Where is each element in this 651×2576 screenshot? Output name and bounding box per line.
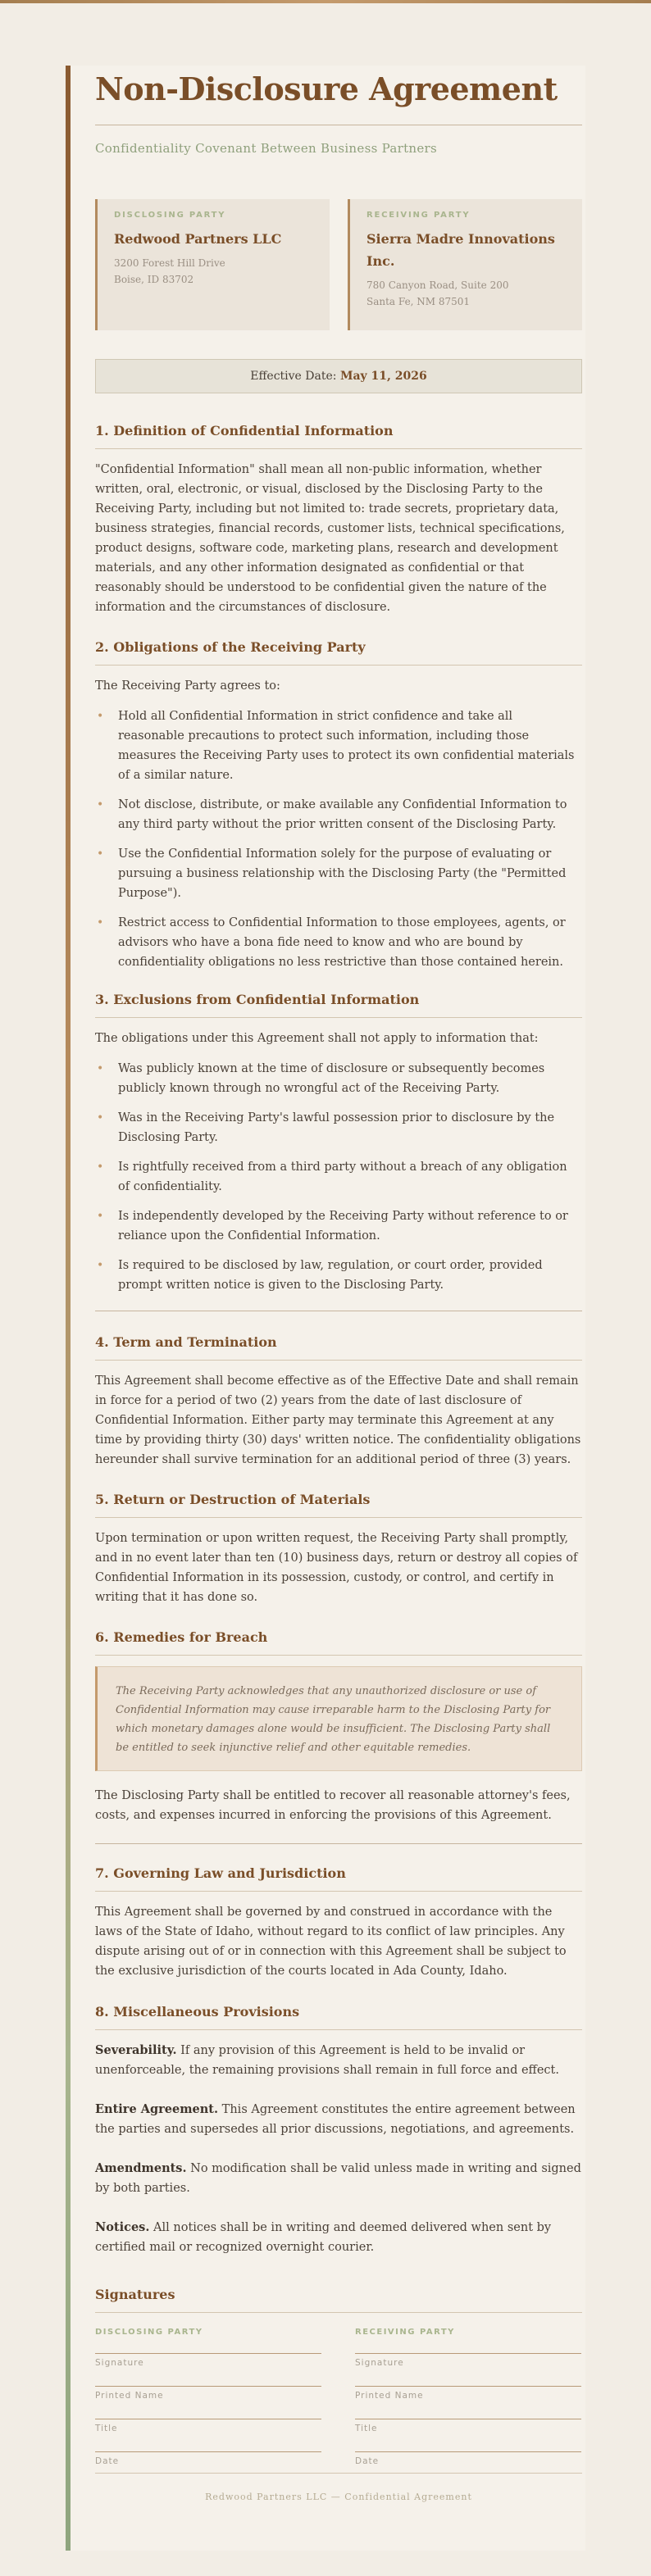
list-item-text: Use the Confidential Information solely for the purpose of evaluating or pursuing a business relationship with the Disclosing Party (the "Permitted Purpose"). bbox=[118, 847, 567, 900]
date-caption: Date bbox=[355, 2456, 380, 2466]
receiving-party-card bbox=[348, 199, 582, 330]
effective-date-value: May 11, 2026 bbox=[339, 370, 427, 383]
list-item bbox=[95, 1206, 582, 1246]
section-divider bbox=[95, 1843, 582, 1844]
list-item bbox=[95, 795, 582, 834]
bullet-icon: • bbox=[97, 1210, 104, 1223]
section-2-title: 2. Obligations of the Receiving Party bbox=[95, 639, 366, 655]
bullet-icon: • bbox=[97, 847, 104, 861]
bullet-icon: • bbox=[97, 1111, 104, 1124]
section-1-title: 1. Definition of Confidential Information bbox=[95, 423, 394, 438]
list-item-text: Was publicly known at the time of disclosure or subsequently becomes publicly known through no wrongful act of the Receiving Party. bbox=[118, 1062, 545, 1095]
list-item bbox=[95, 1157, 582, 1197]
section-rule bbox=[95, 1017, 582, 1018]
obligations-list bbox=[95, 706, 582, 982]
bullet-icon: • bbox=[97, 710, 104, 723]
list-item-text: Is rightfully received from a third party without a breach of any obligation of confidentiality. bbox=[118, 1161, 567, 1193]
date-line[interactable] bbox=[355, 2451, 581, 2452]
section-7-body: This Agreement shall be governed by and construed in accordance with the laws of the State of Idaho, without regard to its conflict of law principles. Any dispute arising out of or in connection with this Agreement shall be subject to the exclusive jurisdiction of the courts located in Ada County, Idaho. bbox=[95, 1906, 567, 1978]
list-item-text: Restrict access to Confidential Information to those employees, agents, or advisors who have a bona fide need to know and who are bound by confidentiality obligations no less restrictive than those contained herein. bbox=[118, 916, 566, 969]
document-subtitle: Confidentiality Covenant Between Business Partners bbox=[95, 141, 438, 156]
receiving-party-name: Sierra Madre Innovations Inc. bbox=[366, 231, 555, 269]
section-3-intro: The obligations under this Agreement shall not apply to information that: bbox=[95, 1032, 539, 1045]
effective-date-box bbox=[95, 359, 582, 393]
date-caption: Date bbox=[95, 2456, 120, 2466]
misc-text: This Agreement constitutes the entire agreement between the parties and supersedes all prior discussions, negotiations, and agreements. bbox=[95, 2103, 576, 2136]
address-line: 3200 Forest Hill Drive bbox=[114, 257, 225, 269]
section-7-title: 7. Governing Law and Jurisdiction bbox=[95, 1865, 346, 1881]
bullet-icon: • bbox=[97, 916, 104, 929]
section-rule bbox=[95, 1655, 582, 1656]
bullet-icon: • bbox=[97, 1062, 104, 1075]
bullet-icon: • bbox=[97, 1161, 104, 1174]
signatures-heading: Signatures bbox=[95, 2287, 175, 2302]
misc-provision bbox=[95, 2100, 582, 2139]
remedies-callout: The Receiving Party acknowledges that any unauthorized disclosure or use of Confidential Information may cause irreparable harm to the Disclosing Party for which monetary damages alone would be insufficient. The Disclosing Party shall be entitled to seek injunctive relief and other equitable remedies. bbox=[95, 1666, 582, 1771]
list-item-text: Not disclose, distribute, or make available any Confidential Information to any third party without the prior written consent of the Disclosing Party. bbox=[118, 798, 567, 831]
list-item bbox=[95, 1059, 582, 1098]
misc-term: Entire Agreement. bbox=[95, 2102, 219, 2116]
section-2-intro: The Receiving Party agrees to: bbox=[95, 679, 280, 693]
printed-name-caption: Printed Name bbox=[95, 2391, 164, 2401]
section-6-body: The Disclosing Party shall be entitled to recover all reasonable attorney's fees, costs, and expenses incurred in enforcing the provisions of this Agreement. bbox=[95, 1789, 571, 1822]
title-caption: Title bbox=[95, 2424, 118, 2433]
misc-text: If any provision of this Agreement is held to be invalid or unenforceable, the remaining provisions shall remain in full force and effect. bbox=[95, 2044, 559, 2077]
signature-line[interactable] bbox=[95, 2353, 321, 2354]
receiving-party-label: RECEIVING PARTY bbox=[366, 211, 471, 220]
misc-text: No modification shall be valid unless made in writing and signed by both parties. bbox=[95, 2162, 581, 2195]
signature-block-label: RECEIVING PARTY bbox=[355, 2328, 455, 2337]
section-4-title: 4. Term and Termination bbox=[95, 1334, 277, 1350]
misc-term: Severability. bbox=[95, 2043, 177, 2057]
printed-name-line[interactable] bbox=[95, 2386, 321, 2387]
section-3-title: 3. Exclusions from Confidential Information bbox=[95, 992, 420, 1007]
list-item bbox=[95, 913, 582, 972]
section-8-title: 8. Miscellaneous Provisions bbox=[95, 2004, 300, 2019]
footer-divider bbox=[95, 2473, 582, 2474]
effective-date-label: Effective Date: bbox=[250, 370, 337, 383]
disclosing-party-name: Redwood Partners LLC bbox=[114, 231, 282, 247]
document-page bbox=[66, 66, 585, 2551]
misc-term: Amendments. bbox=[95, 2161, 187, 2175]
signature-field-caption: Signature bbox=[95, 2358, 144, 2368]
exclusions-list bbox=[95, 1059, 582, 1305]
list-item bbox=[95, 706, 582, 785]
receiving-signature-block bbox=[355, 2328, 581, 2466]
section-rule bbox=[95, 665, 582, 666]
signature-block-label: DISCLOSING PARTY bbox=[95, 2328, 203, 2337]
list-item-text: Hold all Confidential Information in strict confidence and take all reasonable precautions to protect such information, including those measures the Receiving Party uses to protect its own confidential materials of a similar nature. bbox=[118, 710, 575, 782]
section-5-title: 5. Return or Destruction of Materials bbox=[95, 1492, 371, 1507]
misc-term: Notices. bbox=[95, 2220, 150, 2234]
date-line[interactable] bbox=[95, 2451, 321, 2452]
left-accent-bar bbox=[66, 66, 71, 2551]
misc-provision bbox=[95, 2218, 582, 2257]
printed-name-line[interactable] bbox=[355, 2386, 581, 2387]
signature-line[interactable] bbox=[355, 2353, 581, 2354]
disclosing-party-label: DISCLOSING PARTY bbox=[114, 211, 226, 220]
signature-field-caption: Signature bbox=[355, 2358, 404, 2368]
list-item bbox=[95, 844, 582, 903]
bullet-icon: • bbox=[97, 798, 104, 811]
list-item-text: Is required to be disclosed by law, regulation, or court order, provided prompt written notice is given to the Disclosing Party. bbox=[118, 1259, 543, 1292]
list-item bbox=[95, 1108, 582, 1147]
misc-text: All notices shall be in writing and deemed delivered when sent by certified mail or recognized overnight courier. bbox=[95, 2221, 552, 2254]
misc-provision bbox=[95, 2041, 582, 2080]
misc-provision bbox=[95, 2159, 582, 2198]
section-rule bbox=[95, 448, 582, 449]
disclosing-party-address bbox=[114, 255, 313, 288]
address-line: Boise, ID 83702 bbox=[114, 274, 194, 285]
section-rule bbox=[95, 1517, 582, 1518]
section-rule bbox=[95, 1891, 582, 1892]
section-rule bbox=[95, 2029, 582, 2030]
title-caption: Title bbox=[355, 2424, 378, 2433]
receiving-party-address bbox=[366, 277, 566, 310]
section-4-body: This Agreement shall become effective as of the Effective Date and shall remain in force for a period of two (2) years from the date of last disclosure of Confidential Information. Either party may terminate this Agreement at any time by providing thirty (30) days' written notice. The confidentiality obligations hereunder shall survive termination for an additional period of three (3) years. bbox=[95, 1374, 581, 1466]
document-footer: Redwood Partners LLC — Confidential Agreement bbox=[205, 2492, 472, 2502]
document-title: Non-Disclosure Agreement bbox=[95, 70, 558, 107]
disclosing-signature-block bbox=[95, 2328, 321, 2466]
section-1-body: "Confidential Information" shall mean all non-public information, whether written, oral, electronic, or visual, disclosed by the Disclosing Party to the Receiving Party, including but not limited to: trade secrets, proprietary data, business strategies, financial records, customer lists, technical specifications, product designs, software code, marketing plans, research and development materials, and any other information designated as confidential or that reasonably should be understood to be confidential given the nature of the information and the circumstances of disclosure. bbox=[95, 463, 565, 614]
list-item-text: Is independently developed by the Receiving Party without reference to or reliance upon the Confidential Information. bbox=[118, 1210, 568, 1243]
disclosing-party-card bbox=[95, 199, 330, 330]
section-6-title: 6. Remedies for Breach bbox=[95, 1629, 268, 1645]
printed-name-caption: Printed Name bbox=[355, 2391, 424, 2401]
top-accent-bar bbox=[0, 0, 651, 3]
section-5-body: Upon termination or upon written request, the Receiving Party shall promptly, and in no event later than ten (10) business days, return or destroy all copies of Confidential Information in its possession, custody, or control, and certify in writing that it has done so. bbox=[95, 1532, 578, 1604]
address-line: Santa Fe, NM 87501 bbox=[366, 296, 471, 307]
section-rule bbox=[95, 2312, 582, 2313]
list-item-text: Was in the Receiving Party's lawful possession prior to disclosure by the Disclosing Party. bbox=[118, 1111, 555, 1144]
address-line: 780 Canyon Road, Suite 200 bbox=[366, 279, 509, 291]
section-rule bbox=[95, 1360, 582, 1361]
bullet-icon: • bbox=[97, 1259, 104, 1272]
list-item bbox=[95, 1256, 582, 1295]
